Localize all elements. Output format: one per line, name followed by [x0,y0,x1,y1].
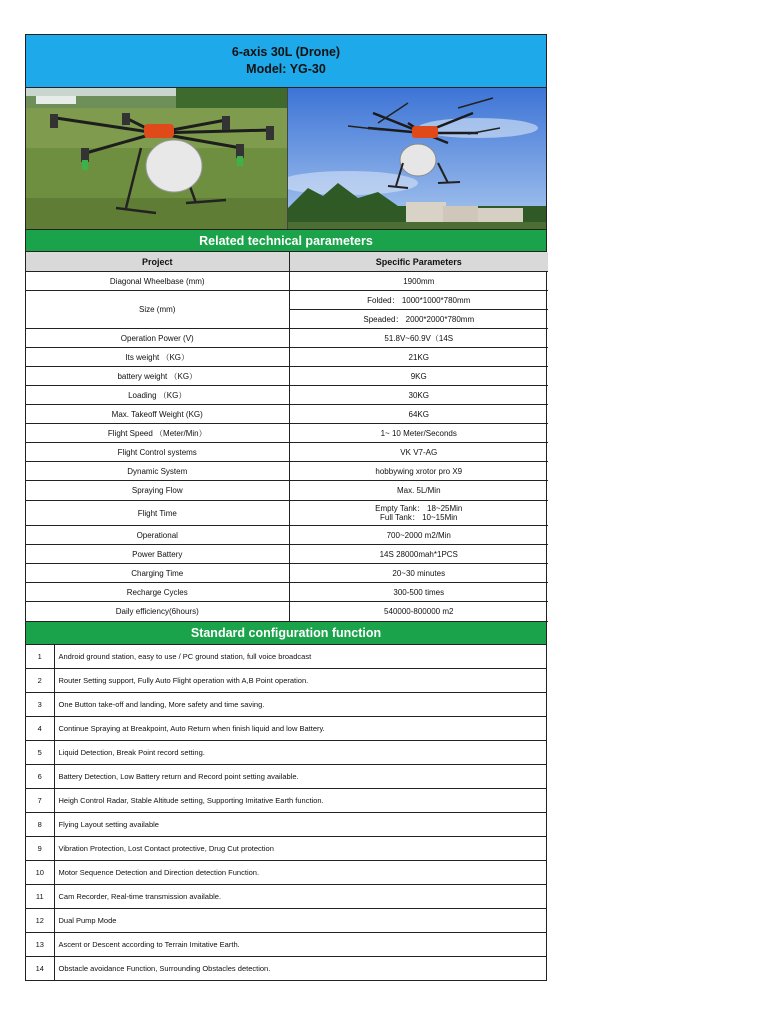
function-text: Android ground station, easy to use / PC ground station, full voice broadcast [54,645,546,668]
table-row [26,424,548,443]
param-name: Operational [26,526,289,545]
function-text: Vibration Protection, Lost Contact protective, Drug Cut protection [54,836,546,860]
param-value: 9KG [289,367,548,386]
table-row [26,836,546,860]
table-row [26,501,548,526]
function-heading: Standard configuration function [26,622,546,645]
function-text: Obstacle avoidance Function, Surrounding Obstacles detection. [54,956,546,980]
param-name: Its weight （KG） [26,348,289,367]
table-row [26,272,548,291]
param-name: battery weight （KG） [26,367,289,386]
function-text: Router Setting support, Fully Auto Flight operation with A,B Point operation. [54,668,546,692]
function-number: 2 [26,668,54,692]
function-number: 10 [26,860,54,884]
param-name: Flight Time [26,501,289,526]
table-row [26,884,546,908]
param-name: Charging Time [26,564,289,583]
product-title: 6-axis 30L (Drone) [231,45,341,59]
spec-sheet [25,34,547,981]
table-row [26,860,546,884]
function-number: 7 [26,788,54,812]
function-text: One Button take-off and landing, More safety and time saving. [54,692,546,716]
col-project-header: Project [26,252,289,272]
param-name: Daily efficiency(6hours) [26,602,289,622]
function-text: Cam Recorder, Real-time transmission available. [54,884,546,908]
param-value: 700~2000 m2/Min [289,526,548,545]
table-row [26,564,548,583]
param-value-pair [289,501,548,526]
table-row [26,443,548,462]
table-row [26,405,548,424]
param-value: 300-500 times [289,583,548,602]
param-name: Size (mm) [26,291,289,329]
table-row [26,583,548,602]
col-specific-header: Specific Parameters [289,252,548,272]
table-row [26,812,546,836]
param-name: Recharge Cycles [26,583,289,602]
param-value: 51.8V~60.9V（14S [289,329,548,348]
function-text: Motor Sequence Detection and Direction detection Function. [54,860,546,884]
function-text: Liquid Detection, Break Point record setting. [54,740,546,764]
param-name: Power Battery [26,545,289,564]
function-number: 8 [26,812,54,836]
table-row [26,692,546,716]
function-number: 3 [26,692,54,716]
function-number: 9 [26,836,54,860]
param-value: Folded： 1000*1000*780mm [289,291,548,310]
title-block [26,34,546,87]
table-row [26,526,548,545]
param-name: Flight Control systems [26,443,289,462]
param-name: Max. Takeoff Weight (KG) [26,405,289,424]
table-row [26,716,546,740]
function-number: 14 [26,956,54,980]
param-value: 1900mm [289,272,548,291]
param-value: Max. 5L/Min [289,481,548,501]
table-row [26,367,548,386]
function-number: 13 [26,932,54,956]
table-row [26,764,546,788]
table-row [26,668,546,692]
drone-on-grass-image [26,88,288,229]
table-row [26,291,548,310]
function-table [26,645,546,981]
param-value: 21KG [289,348,548,367]
table-row [26,481,548,501]
drone-in-flight-photo [288,88,546,229]
param-name: Spraying Flow [26,481,289,501]
table-row [26,908,546,932]
function-number: 6 [26,764,54,788]
function-number: 4 [26,716,54,740]
function-text: Heigh Control Radar, Stable Altitude setting, Supporting Imitative Earth function. [54,788,546,812]
drone-on-grass-photo [26,88,288,229]
table-row [26,329,548,348]
function-text: Dual Pump Mode [54,908,546,932]
param-value: 1~ 10 Meter/Seconds [289,424,548,443]
function-number: 5 [26,740,54,764]
table-row [26,602,548,622]
table-row [26,462,548,481]
table-row [26,645,546,668]
param-value: 64KG [289,405,548,424]
params-table [26,252,548,622]
param-value: Speaded： 2000*2000*780mm [289,310,548,329]
param-name: Flight Speed （Meter/Min） [26,424,289,443]
function-text: Battery Detection, Low Battery return and Record point setting available. [54,764,546,788]
table-row [26,932,546,956]
function-number: 11 [26,884,54,908]
function-text: Flying Layout setting available [54,812,546,836]
param-value: Empty Tank： 18~25Min [375,504,463,513]
param-name: Diagonal Wheelbase (mm) [26,272,289,291]
table-row [26,788,546,812]
param-value: 540000-800000 m2 [289,602,548,622]
param-value: 30KG [289,386,548,405]
model-title: Model: YG-30 [246,62,326,76]
param-value: 20~30 minutes [289,564,548,583]
param-value: 14S 28000mah*1PCS [289,545,548,564]
params-header-row [26,252,548,272]
function-text: Ascent or Descent according to Terrain Imitative Earth. [54,932,546,956]
param-value: VK V7-AG [289,443,548,462]
table-row [26,348,548,367]
table-row [26,386,548,405]
param-name: Dynamic System [26,462,289,481]
param-name: Operation Power (V) [26,329,289,348]
param-name: Loading （KG） [26,386,289,405]
param-value: Full Tank： 10~15Min [380,513,458,522]
param-value: hobbywing xrotor pro X9 [289,462,548,481]
table-row [26,545,548,564]
table-row [26,956,546,980]
function-number: 1 [26,645,54,668]
function-text: Continue Spraying at Breakpoint, Auto Return when finish liquid and low Battery. [54,716,546,740]
function-number: 12 [26,908,54,932]
params-heading: Related technical parameters [26,229,546,252]
drone-in-flight-image [288,88,546,229]
photo-row [26,87,546,229]
table-row [26,740,546,764]
